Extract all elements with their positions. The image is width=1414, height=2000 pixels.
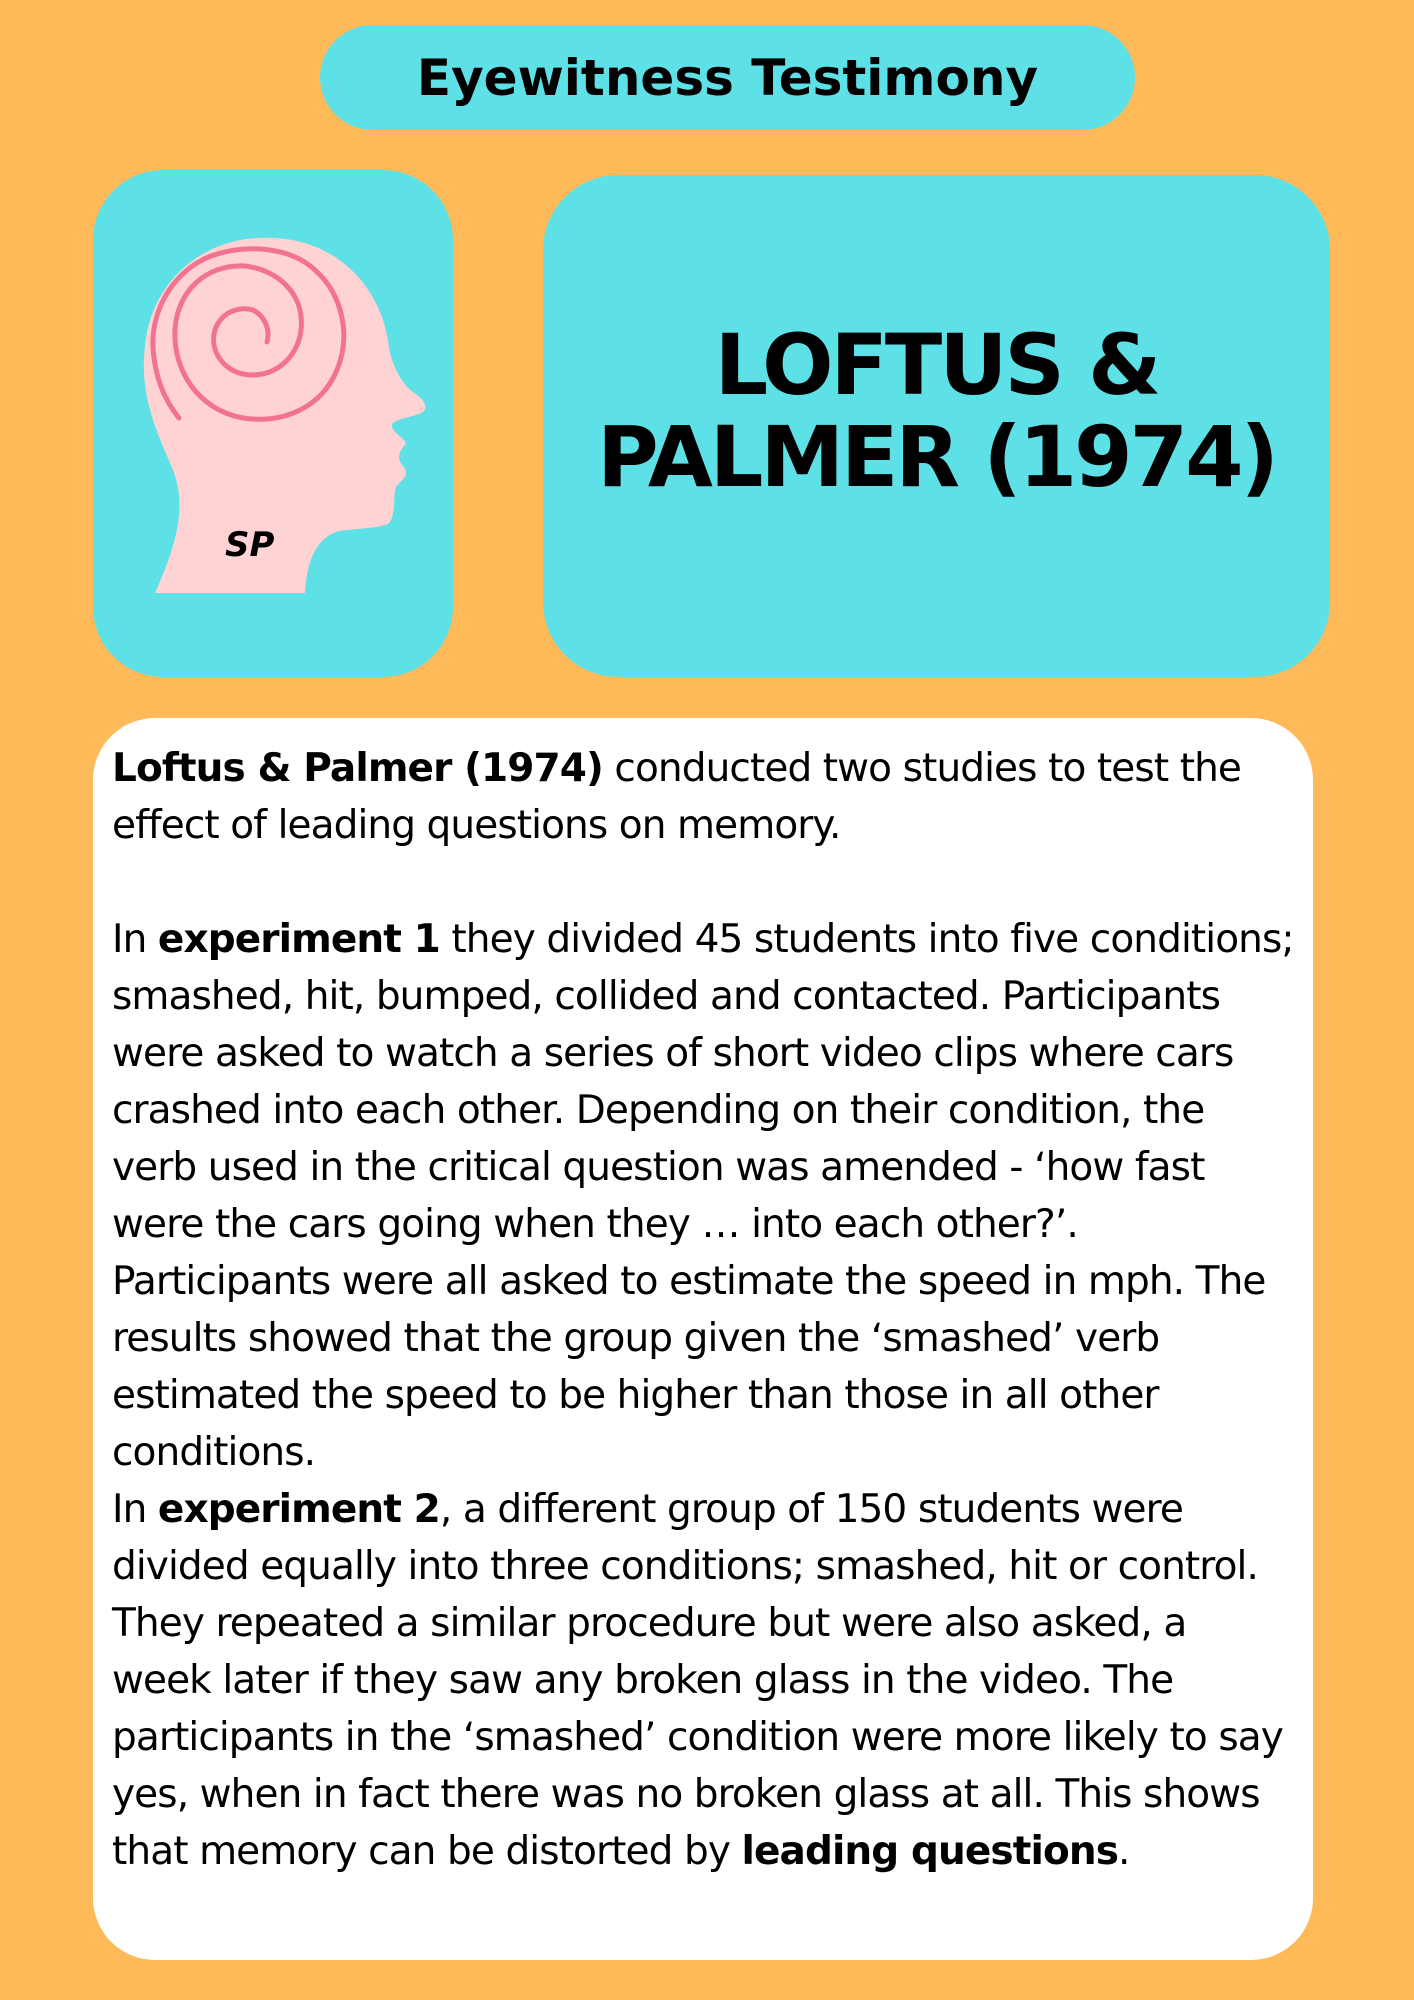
conclusion-bold: leading questions	[741, 1829, 1119, 1874]
text-card	[93, 718, 1313, 1960]
exp2-bold: experiment 2	[157, 1487, 440, 1532]
intro-paragraph	[112, 740, 1295, 854]
head-spiral-icon	[93, 170, 453, 677]
intro-bold: Loftus & Palmer (1974)	[112, 746, 603, 791]
exp2-lead: In	[112, 1487, 158, 1532]
logo-card	[93, 170, 453, 677]
study-title: LOFTUS & PALMER (1974)	[597, 316, 1276, 506]
paragraph-gap	[112, 854, 1295, 911]
page-title: Eyewitness Testimony	[416, 48, 1039, 107]
exp1-lead: In	[112, 917, 158, 962]
conclusion-end: .	[1118, 1829, 1130, 1874]
experiment-2-paragraph	[112, 1481, 1295, 1880]
intro-text: conducted two studies to test the effect of leading questions on memory.	[112, 746, 1242, 848]
heading-card	[543, 175, 1330, 677]
title-banner	[320, 25, 1135, 130]
logo-initials: SP	[225, 525, 275, 565]
experiment-1-paragraph	[112, 911, 1295, 1481]
exp2-text: , a different group of 150 students were divided equally into three conditions; smashed, hit or control. They repeated a similar procedure but were also asked, a week later if they saw any broken glass in the video. The participants in the ‘smashed’ condition were more likely to say yes, when in fact there was no broken glass at all. This shows that memory can be distorted by	[112, 1487, 1283, 1874]
exp1-text: they divided 45 students into five conditions; smashed, hit, bumped, collided and contacted. Participants were asked to watch a series of short video clips where cars crashed into each other. Depending on their condition, the verb used in the critical question was amended - ‘how fast were the cars going when they … into each other?’. Participants were all asked to estimate the speed in mph. The results showed that the group given the ‘smashed’ verb estimated the speed to be higher than those in all other conditions.	[112, 917, 1294, 1475]
exp1-bold: experiment 1	[157, 917, 440, 962]
